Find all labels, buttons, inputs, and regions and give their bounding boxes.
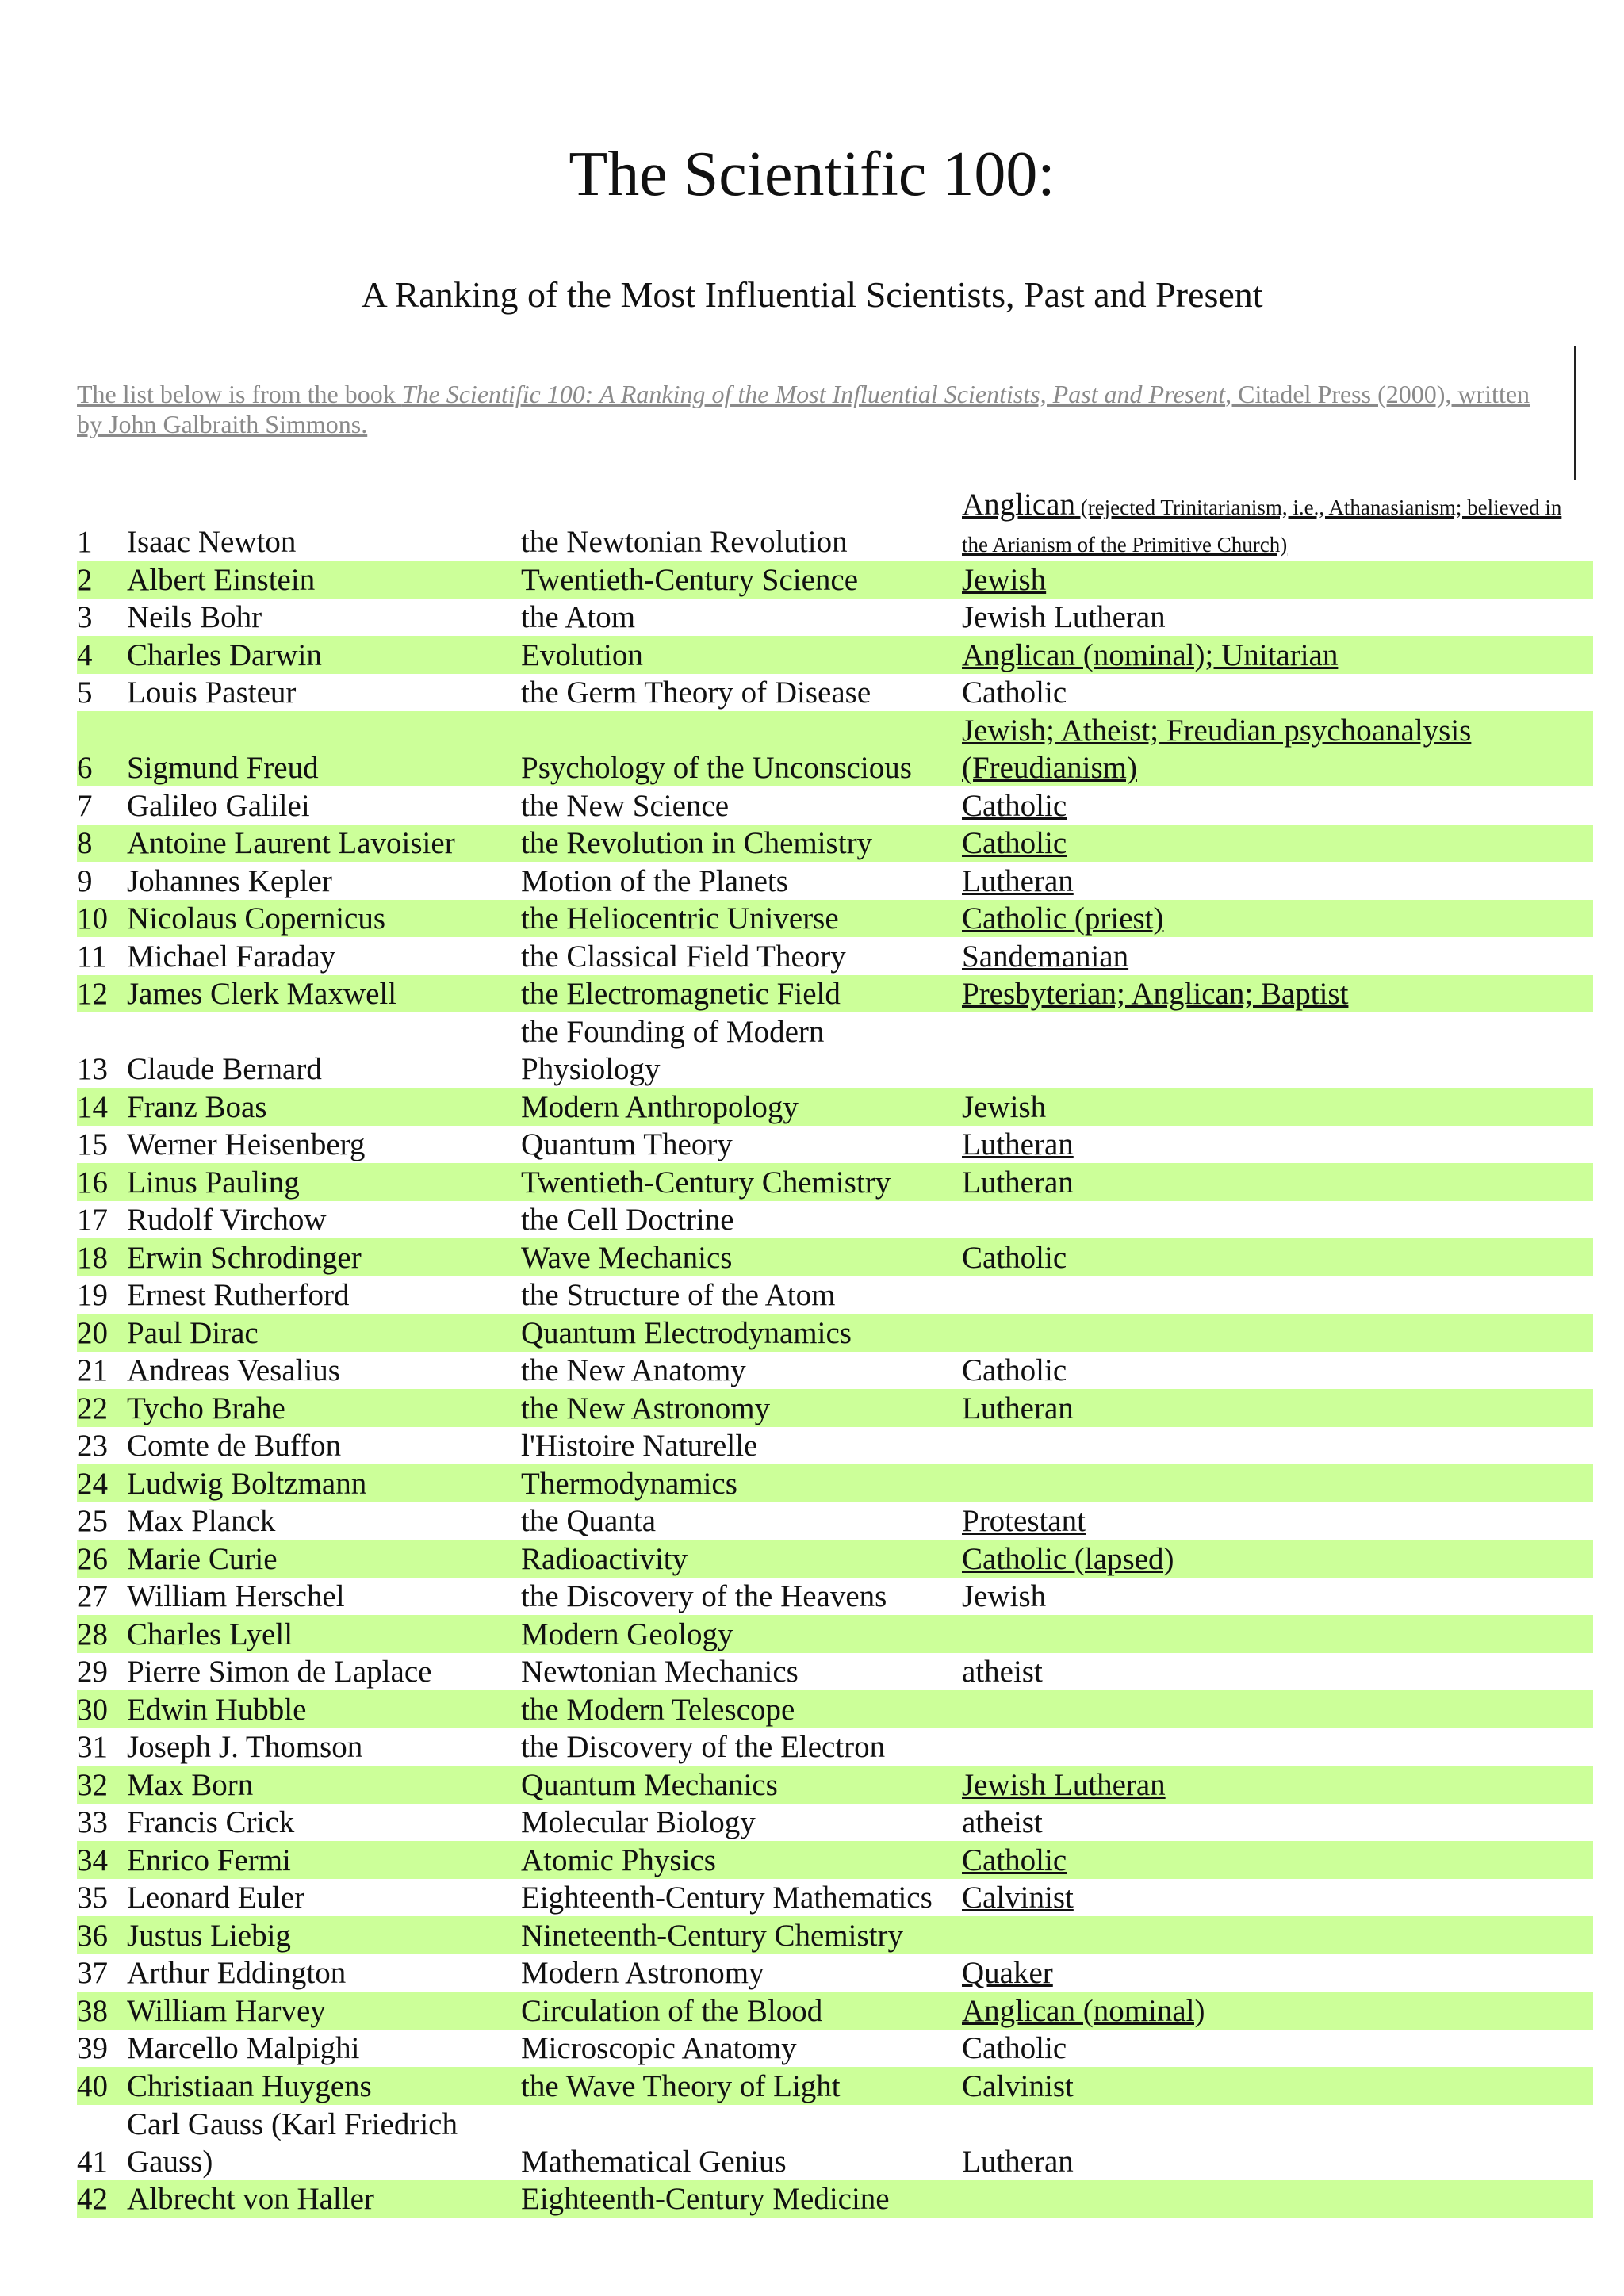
field-cell: the New Science <box>521 788 730 823</box>
field-cell: the Electromagnetic Field <box>521 977 841 1011</box>
table-row <box>77 1126 1593 1164</box>
field-cell: the Newtonian Revolution <box>521 525 848 559</box>
rank-cell: 9 <box>77 863 93 898</box>
religion-cell: Lutheran <box>962 1165 1074 1200</box>
field-cell: Wave Mechanics <box>521 1240 733 1275</box>
rank-cell: 2 <box>77 562 93 597</box>
rank-cell: 24 <box>77 1466 108 1501</box>
rank-cell: 1 <box>77 525 93 559</box>
table-row <box>77 1427 1593 1465</box>
religion-cell[interactable]: Catholic (lapsed) <box>962 1541 1174 1576</box>
scientists-table <box>77 485 1593 2218</box>
scientist-name-cell: Ludwig Boltzmann <box>127 1466 367 1501</box>
rank-cell: 37 <box>77 1956 108 1990</box>
religion-cell: Lutheran <box>962 2144 1074 2179</box>
table-row <box>77 1578 1593 1616</box>
rank-cell: 38 <box>77 1993 108 2028</box>
religion-cell[interactable] <box>962 486 1593 561</box>
scientist-name-cell: Johannes Kepler <box>127 863 332 898</box>
field-cell: Nineteenth-Century Chemistry <box>521 1918 903 1953</box>
scientist-name-cell: Comte de Buffon <box>127 1429 342 1463</box>
scientist-name-cell: Paul Dirac <box>127 1315 259 1350</box>
table-row <box>77 975 1593 1013</box>
scientist-name-cell: Carl Gauss (Karl Friedrich Gauss) <box>127 2107 458 2179</box>
rank-cell: 25 <box>77 1504 108 1538</box>
scientist-name-cell: Sigmund Freud <box>127 751 319 785</box>
scientist-name-cell: Pierre Simon de Laplace <box>127 1655 432 1689</box>
field-cell: Mathematical Genius <box>521 2144 787 2179</box>
rank-cell: 39 <box>77 2031 108 2065</box>
rank-cell: 7 <box>77 788 93 823</box>
field-cell: the Germ Theory of Disease <box>521 675 871 710</box>
rank-cell: 29 <box>77 1655 108 1689</box>
field-cell: the Discovery of the Heavens <box>521 1579 887 1613</box>
field-cell: the Classical Field Theory <box>521 939 846 974</box>
field-cell: Microscopic Anatomy <box>521 2031 797 2065</box>
table-row <box>77 1012 1593 1088</box>
table-row <box>77 2067 1593 2105</box>
field-cell: Newtonian Mechanics <box>521 1655 799 1689</box>
religion-cell: Jewish Lutheran <box>962 600 1166 634</box>
religion-cell: atheist <box>962 1805 1043 1839</box>
table-row <box>77 1502 1593 1540</box>
table-row <box>77 561 1593 599</box>
religion-cell[interactable]: Anglican (nominal); Unitarian <box>962 637 1339 672</box>
margin-rule <box>1574 346 1576 480</box>
scientist-name-cell: Arthur Eddington <box>127 1956 347 1990</box>
scientist-name-cell: Rudolf Virchow <box>127 1203 327 1237</box>
rank-cell: 41 <box>77 2144 108 2179</box>
table-row <box>77 1238 1593 1276</box>
field-cell: Modern Geology <box>521 1617 733 1651</box>
scientist-name-cell: Charles Lyell <box>127 1617 293 1651</box>
rank-cell: 5 <box>77 675 93 710</box>
religion-cell[interactable]: Anglican (nominal) <box>962 1993 1205 2028</box>
scientist-name-cell: Claude Bernard <box>127 1052 322 1086</box>
rank-cell: 15 <box>77 1127 108 1161</box>
table-row <box>77 1314 1593 1352</box>
field-cell: Evolution <box>521 637 643 672</box>
scientist-name-cell: Andreas Vesalius <box>127 1353 340 1387</box>
religion-note: (rejected Trinitarianism, i.e., Athanasianism; believed in the Arianism of the Primitive Church) <box>962 496 1562 557</box>
religion-cell: atheist <box>962 1655 1043 1689</box>
religion-text: Anglican <box>962 488 1075 522</box>
scientist-name-cell: Enrico Fermi <box>127 1843 291 1877</box>
table-row <box>77 1766 1593 1804</box>
religion-cell[interactable]: Lutheran <box>962 863 1074 898</box>
rank-cell: 3 <box>77 600 93 634</box>
table-row <box>77 1992 1593 2030</box>
rank-cell: 34 <box>77 1843 108 1877</box>
scientist-name-cell: Christiaan Huygens <box>127 2068 372 2103</box>
scientist-name-cell: Edwin Hubble <box>127 1692 307 1727</box>
scientist-name-cell: Albert Einstein <box>127 562 316 597</box>
field-cell: the New Astronomy <box>521 1391 771 1425</box>
religion-cell[interactable]: Quaker <box>962 1956 1053 1990</box>
scientist-name-cell: Galileo Galilei <box>127 788 310 823</box>
field-cell: Quantum Mechanics <box>521 1767 778 1802</box>
table-row <box>77 674 1593 712</box>
rank-cell: 40 <box>77 2068 108 2103</box>
table-row <box>77 862 1593 900</box>
field-cell: the Atom <box>521 600 636 634</box>
scientist-name-cell: William Herschel <box>127 1579 345 1613</box>
religion-cell[interactable]: Presbyterian; Anglican; Baptist <box>962 977 1349 1011</box>
table-row <box>77 1276 1593 1314</box>
table-row <box>77 825 1593 863</box>
field-cell: the Structure of the Atom <box>521 1278 836 1312</box>
rank-cell: 42 <box>77 2182 108 2216</box>
table-row <box>77 1389 1593 1427</box>
rank-cell: 11 <box>77 939 107 974</box>
scientist-name-cell: Charles Darwin <box>127 637 322 672</box>
intro-book-title: The Scientific 100: A Ranking of the Most Influential Scientists, Past and Present <box>401 380 1226 408</box>
religion-cell[interactable]: Catholic (priest) <box>962 901 1164 936</box>
table-row <box>77 2180 1593 2218</box>
scientist-name-cell: Marie Curie <box>127 1541 278 1576</box>
scientist-name-cell: Erwin Schrodinger <box>127 1240 362 1275</box>
field-cell: Twentieth-Century Chemistry <box>521 1165 891 1200</box>
table-row <box>77 937 1593 975</box>
scientist-name-cell: Franz Boas <box>127 1089 267 1124</box>
table-row <box>77 1464 1593 1502</box>
religion-cell: Catholic <box>962 1240 1067 1275</box>
religion-cell[interactable]: Protestant <box>962 1504 1086 1538</box>
rank-cell: 26 <box>77 1541 108 1576</box>
field-cell: Quantum Theory <box>521 1127 733 1161</box>
table-row <box>77 900 1593 938</box>
rank-cell: 36 <box>77 1918 108 1953</box>
religion-cell[interactable]: Lutheran <box>962 1127 1074 1161</box>
rank-cell: 8 <box>77 826 93 860</box>
religion-cell: Catholic <box>962 2031 1067 2065</box>
field-cell: Atomic Physics <box>521 1843 716 1877</box>
field-cell: Modern Anthropology <box>521 1089 799 1124</box>
scientist-name-cell: Ernest Rutherford <box>127 1278 350 1312</box>
field-cell: the Wave Theory of Light <box>521 2068 841 2103</box>
table-row <box>77 1879 1593 1917</box>
rank-cell: 17 <box>77 1203 108 1237</box>
table-row <box>77 786 1593 825</box>
religion-cell[interactable]: Jewish Lutheran <box>962 1767 1166 1802</box>
religion-cell[interactable]: Jewish <box>962 562 1047 597</box>
rank-cell: 14 <box>77 1089 108 1124</box>
rank-cell: 28 <box>77 1617 108 1651</box>
field-cell: Circulation of the Blood <box>521 1993 823 2028</box>
rank-cell: 33 <box>77 1805 108 1839</box>
rank-cell: 23 <box>77 1429 108 1463</box>
field-cell: the Discovery of the Electron <box>521 1730 886 1764</box>
table-row <box>77 1088 1593 1126</box>
field-cell: the Modern Telescope <box>521 1692 795 1727</box>
table-row <box>77 1352 1593 1390</box>
scientist-name-cell: Michael Faraday <box>127 939 336 974</box>
table-row <box>77 1954 1593 1992</box>
rank-cell: 32 <box>77 1767 108 1802</box>
field-cell: Eighteenth-Century Mathematics <box>521 1881 933 1915</box>
field-cell: the New Anatomy <box>521 1353 746 1387</box>
field-cell: Thermodynamics <box>521 1466 737 1501</box>
field-cell: the Revolution in Chemistry <box>521 826 873 860</box>
page-subtitle: A Ranking of the Most Influential Scientists, Past and Present <box>361 274 1263 315</box>
rank-cell: 20 <box>77 1315 108 1350</box>
scientist-name-cell: Neils Bohr <box>127 600 262 634</box>
rank-cell: 35 <box>77 1881 108 1915</box>
field-cell: Motion of the Planets <box>521 863 788 898</box>
rank-cell: 31 <box>77 1730 108 1764</box>
field-cell: the Cell Doctrine <box>521 1203 734 1237</box>
scientist-name-cell: Francis Crick <box>127 1805 295 1839</box>
field-cell: Twentieth-Century Science <box>521 562 859 597</box>
scientist-name-cell: Marcello Malpighi <box>127 2031 360 2065</box>
field-cell: l'Histoire Naturelle <box>521 1429 758 1463</box>
religion-cell: Jewish <box>962 1579 1047 1613</box>
table-row <box>77 1653 1593 1691</box>
intro-suffix: , Citadel Press (2000), written by John Galbraith Simmons. <box>77 380 1530 438</box>
scientist-name-cell: Isaac Newton <box>127 525 297 559</box>
scientist-name-cell: James Clerk Maxwell <box>127 977 397 1011</box>
religion-cell[interactable]: Calvinist <box>962 1881 1074 1915</box>
rank-cell: 16 <box>77 1165 108 1200</box>
rank-cell: 21 <box>77 1353 108 1387</box>
table-row <box>77 711 1593 786</box>
religion-cell[interactable]: Catholic <box>962 788 1067 823</box>
page-title: The Scientific 100: <box>569 140 1055 209</box>
scientist-name-cell: William Harvey <box>127 1993 326 2028</box>
religion-cell[interactable]: Catholic <box>962 826 1067 860</box>
table-row <box>77 1540 1593 1578</box>
rank-cell: 12 <box>77 977 108 1011</box>
table-row <box>77 2030 1593 2068</box>
table-row <box>77 1804 1593 1842</box>
religion-cell: Lutheran <box>962 1391 1074 1425</box>
scientist-name-cell: Max Born <box>127 1767 254 1802</box>
rank-cell: 27 <box>77 1579 108 1613</box>
rank-cell: 6 <box>77 751 93 785</box>
religion-cell[interactable]: Catholic <box>962 1843 1067 1877</box>
table-row <box>77 1163 1593 1201</box>
rank-cell: 22 <box>77 1391 108 1425</box>
table-row <box>77 1841 1593 1879</box>
rank-cell: 4 <box>77 637 93 672</box>
scientist-name-cell: Joseph J. Thomson <box>127 1730 363 1764</box>
table-row <box>77 1201 1593 1239</box>
table-row <box>77 1728 1593 1766</box>
field-cell: Psychology of the Unconscious <box>521 751 912 785</box>
scientist-name-cell: Tycho Brahe <box>127 1391 285 1425</box>
table-row <box>77 1916 1593 1954</box>
field-cell: Quantum Electrodynamics <box>521 1315 852 1350</box>
rank-cell: 30 <box>77 1692 108 1727</box>
scientist-name-cell: Albrecht von Haller <box>127 2182 374 2216</box>
field-cell: Modern Astronomy <box>521 1956 764 1990</box>
religion-cell: Catholic <box>962 675 1067 710</box>
rank-cell: 19 <box>77 1278 108 1312</box>
table-row <box>77 599 1593 637</box>
religion-cell: Catholic <box>962 1353 1067 1387</box>
religion-cell: Calvinist <box>962 2068 1074 2103</box>
scientist-name-cell: Antoine Laurent Lavoisier <box>127 826 455 860</box>
table-row <box>77 1690 1593 1728</box>
field-cell: the Heliocentric Universe <box>521 901 839 936</box>
rank-cell: 13 <box>77 1052 108 1086</box>
table-row <box>77 636 1593 674</box>
scientist-name-cell: Nicolaus Copernicus <box>127 901 386 936</box>
scientist-name-cell: Linus Pauling <box>127 1165 300 1200</box>
field-cell: the Quanta <box>521 1504 657 1538</box>
rank-cell: 10 <box>77 901 108 936</box>
table-row <box>77 1615 1593 1653</box>
field-cell: Eighteenth-Century Medicine <box>521 2182 890 2216</box>
scientist-name-cell: Louis Pasteur <box>127 675 297 710</box>
religion-cell[interactable]: Jewish; Atheist; Freudian psychoanalysis (Freudianism) <box>962 714 1472 785</box>
intro-link[interactable] <box>77 379 1552 439</box>
intro-prefix: The list below is from the book <box>77 380 402 408</box>
religion-cell[interactable]: Sandemanian <box>962 939 1129 974</box>
field-cell: the Founding of Modern Physiology <box>521 1015 825 1086</box>
table-row <box>77 485 1593 561</box>
scientist-name-cell: Werner Heisenberg <box>127 1127 366 1161</box>
table-row <box>77 2105 1593 2180</box>
scientist-name-cell: Leonard Euler <box>127 1881 305 1915</box>
religion-cell: Jewish <box>962 1089 1047 1124</box>
scientist-name-cell: Max Planck <box>127 1504 276 1538</box>
rank-cell: 18 <box>77 1240 108 1275</box>
scientist-name-cell: Justus Liebig <box>127 1918 291 1953</box>
field-cell: Radioactivity <box>521 1541 688 1576</box>
field-cell: Molecular Biology <box>521 1805 756 1839</box>
